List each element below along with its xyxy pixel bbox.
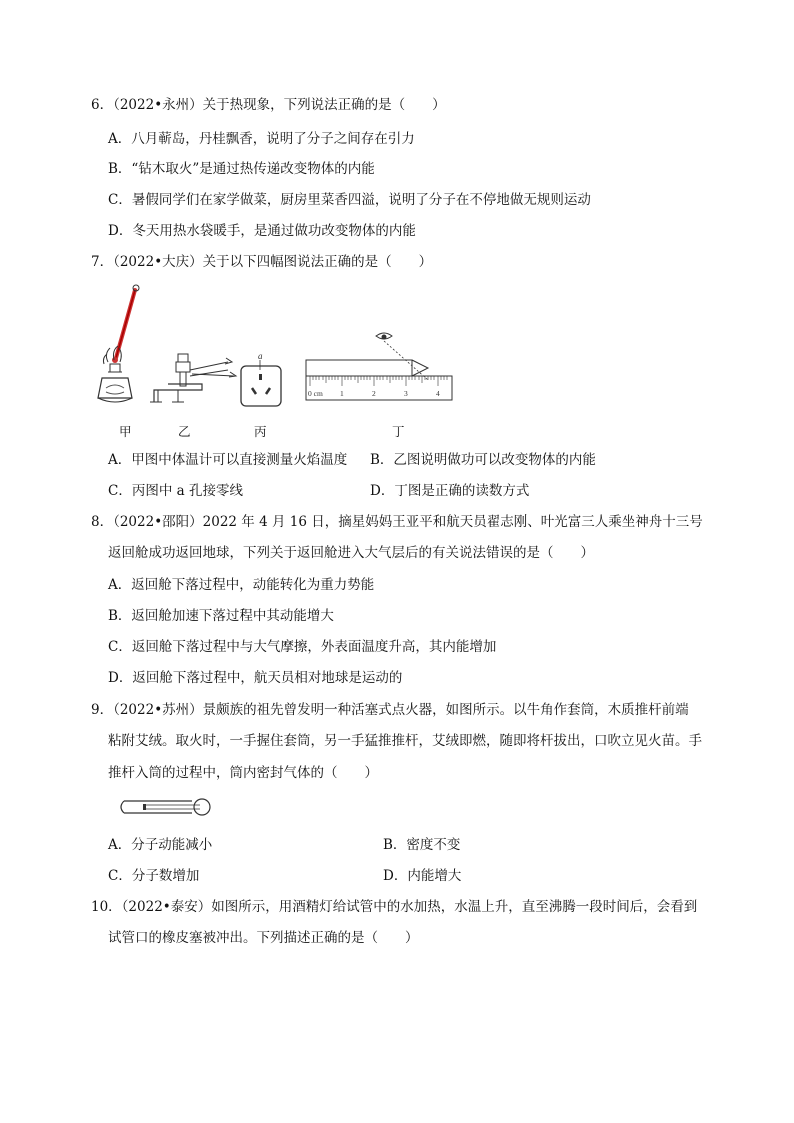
q9-option-b: B．密度不变 (383, 837, 461, 853)
figure-ruler-reading (300, 328, 460, 410)
q7-option-c: C．丙图中 a 孔接零线 (108, 483, 243, 499)
q10-stem-continued: 试管口的橡皮塞被冲出。下列描述正确的是（ ） (108, 930, 419, 946)
q9-option-c: C．分子数增加 (108, 868, 200, 884)
figure-label-jia: 甲 (119, 424, 132, 439)
figure-work-apparatus (148, 340, 238, 410)
ruler-label-4: 4 (436, 389, 440, 398)
figure-label-yi: 乙 (178, 424, 191, 439)
q8-option-a: A．返回舱下落过程中，动能转化为重力势能 (108, 577, 375, 593)
figure-label-bing: 丙 (254, 424, 267, 439)
q8-option-b: B．返回舱加速下落过程中其动能增大 (108, 608, 334, 624)
q8-stem: 8．（2022•邵阳）2022 年 4 月 16 日，摘星妈妈王亚平和航天员翟志刚、叶光富三人乘坐神舟十三号 (91, 514, 703, 530)
ruler-label-1: 1 (340, 389, 344, 398)
q9-stem-continued-1: 粘附艾绒。取火时，一手握住套筒，另一手猛推推杆，艾绒即燃，随即将杆拔出，口吹立见火苗。手 (108, 733, 702, 749)
q8-stem-continued: 返回舱成功返回地球，下列关于返回舱进入大气层后的有关说法错误的是（ ） (108, 545, 594, 561)
q6-option-c: C．暑假同学们在家学做菜，厨房里菜香四溢，说明了分子在不停地做无规则运动 (108, 192, 591, 208)
ruler-label-2: 2 (372, 389, 376, 398)
q10-stem: 10．（2022•泰安）如图所示，用酒精灯给试管中的水加热，水温上升，直至沸腾一段时间后，会看到 (91, 899, 698, 915)
q9-stem: 9．（2022•苏州）景颇族的祖先曾发明一种活塞式点火器，如图所示。以牛角作套筒，木质推杆前端 (91, 702, 689, 718)
figure-socket (238, 350, 288, 410)
q7-option-b: B．乙图说明做功可以改变物体的内能 (370, 452, 596, 468)
socket-label-a: a (258, 351, 263, 361)
q8-option-c: C．返回舱下落过程中与大气摩擦，外表面温度升高，其内能增加 (108, 639, 497, 655)
figure-piston-fire-starter (116, 796, 216, 818)
q8-option-d: D．返回舱下落过程中，航天员相对地球是运动的 (108, 670, 403, 686)
figure-label-ding: 丁 (392, 424, 405, 439)
figure-thermometer-lamp (90, 280, 150, 410)
q7-option-a: A．甲图中体温计可以直接测量火焰温度 (108, 452, 348, 468)
q6-option-a: A．八月蕲岛，丹桂飘香，说明了分子之间存在引力 (108, 131, 415, 147)
q9-option-d: D．内能增大 (383, 868, 462, 884)
ruler-label-0: 0 cm (308, 389, 323, 398)
q6-option-d: D．冬天用热水袋暖手，是通过做功改变物体的内能 (108, 223, 416, 239)
ruler-label-3: 3 (404, 389, 408, 398)
q6-option-b: B．“钻木取火”是通过热传递改变物体的内能 (108, 161, 375, 177)
q7-stem: 7．（2022•大庆）关于以下四幅图说法正确的是（ ） (91, 254, 433, 270)
q9-option-a: A．分子动能减小 (108, 837, 213, 853)
q9-stem-continued-2: 推杆入筒的过程中，筒内密封气体的（ ） (108, 765, 378, 781)
q6-stem: 6．（2022•永州）关于热现象，下列说法正确的是（ ） (91, 97, 446, 113)
q7-option-d: D．丁图是正确的读数方式 (370, 483, 530, 499)
